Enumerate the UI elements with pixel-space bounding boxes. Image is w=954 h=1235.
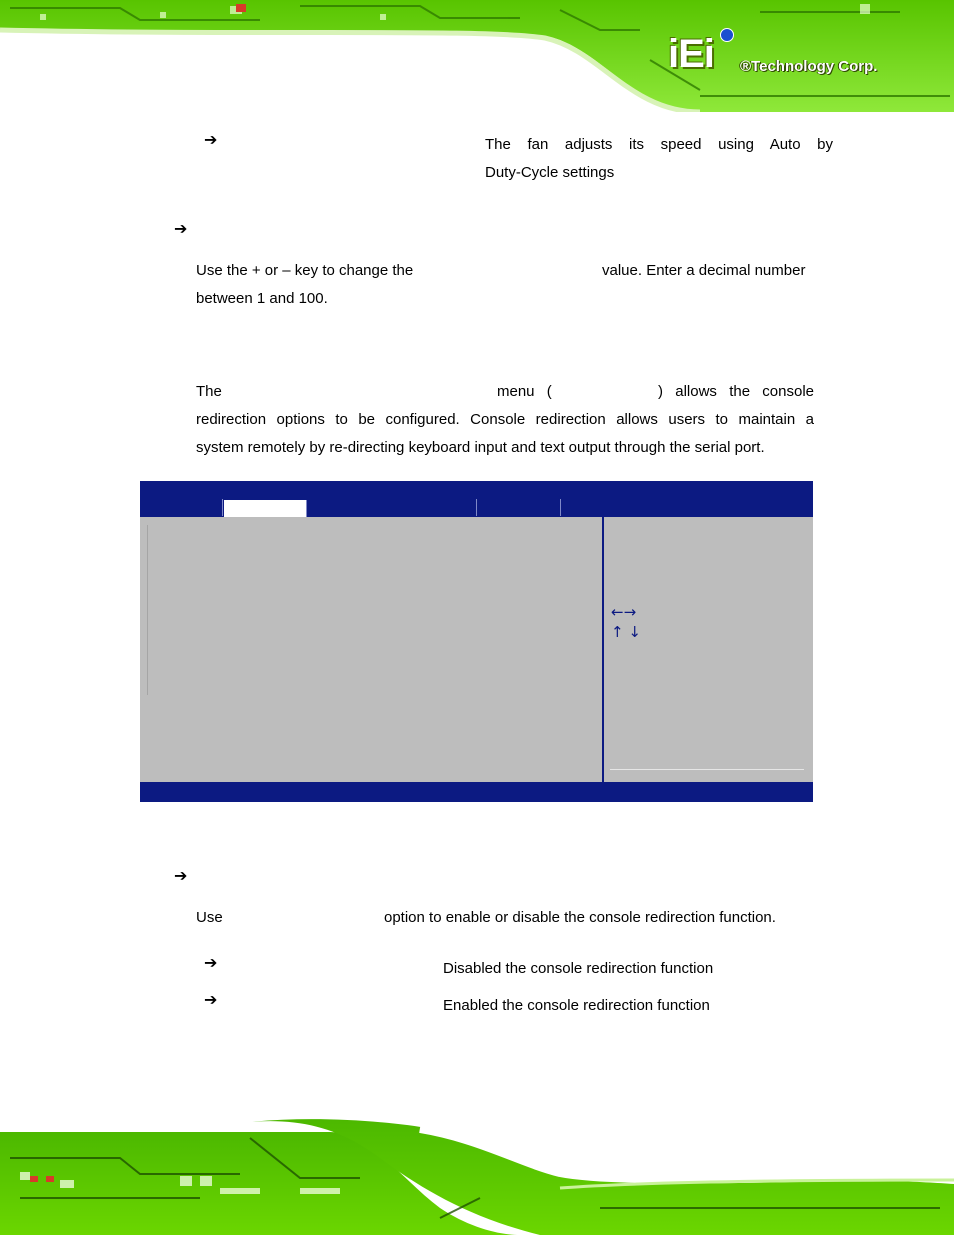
redirection-use: Use xyxy=(196,909,223,926)
footer-circuit-banner xyxy=(0,1118,954,1235)
bios-screen xyxy=(140,481,813,802)
intro-line3: system remotely by re-directing keyboard input and text output through the serial port. xyxy=(196,439,765,456)
bios-help-separator xyxy=(610,769,804,770)
bios-tab[interactable] xyxy=(308,499,477,516)
bios-tab-bar xyxy=(140,499,813,517)
bios-title-bar xyxy=(140,481,813,499)
arrow-bullet-icon: ➔ xyxy=(204,130,218,149)
bios-help-panel xyxy=(604,517,813,782)
fan-option-description-line1: The fan adjusts its speed using Auto by xyxy=(485,136,833,153)
bios-tab-active[interactable] xyxy=(224,500,307,517)
logo-dot-icon xyxy=(720,28,734,42)
bios-tab[interactable] xyxy=(477,499,561,516)
intro-line2: redirection options to be configured. Console redirection allows users to maintain a xyxy=(196,411,814,428)
left-right-arrows-icon: ←→ xyxy=(611,603,637,621)
intro-menu: menu ( xyxy=(497,383,552,400)
value-text-line2: between 1 and 100. xyxy=(196,290,328,307)
bios-panel-edge xyxy=(147,525,148,695)
bios-main-panel xyxy=(140,517,602,782)
section-arrow-icon: ➔ xyxy=(174,866,188,885)
option-disabled-description: Disabled the console redirection function xyxy=(443,960,714,977)
section-arrow-icon: ➔ xyxy=(174,219,188,238)
fan-option-description-line2: Duty-Cycle settings xyxy=(485,164,615,181)
intro-the: The xyxy=(196,383,222,400)
logo-mark: iEi xyxy=(668,32,714,76)
value-text-part1: Use the + or – key to change the xyxy=(196,262,414,279)
option-enabled-description: Enabled the console redirection function xyxy=(443,997,710,1014)
option-arrow-icon: ➔ xyxy=(204,990,218,1009)
redirection-text: option to enable or disable the console redirection function. xyxy=(384,909,776,926)
option-arrow-icon: ➔ xyxy=(204,953,218,972)
value-text-part2: value. Enter a decimal number xyxy=(602,262,806,279)
intro-rest: ) allows the console xyxy=(658,383,814,400)
logo-text: ®Technology Corp. xyxy=(740,58,878,75)
iei-logo xyxy=(668,26,938,86)
up-down-arrows-icon: ↑ ↓ xyxy=(611,623,641,641)
bios-tab[interactable] xyxy=(140,499,223,516)
bios-status-bar xyxy=(140,782,813,802)
